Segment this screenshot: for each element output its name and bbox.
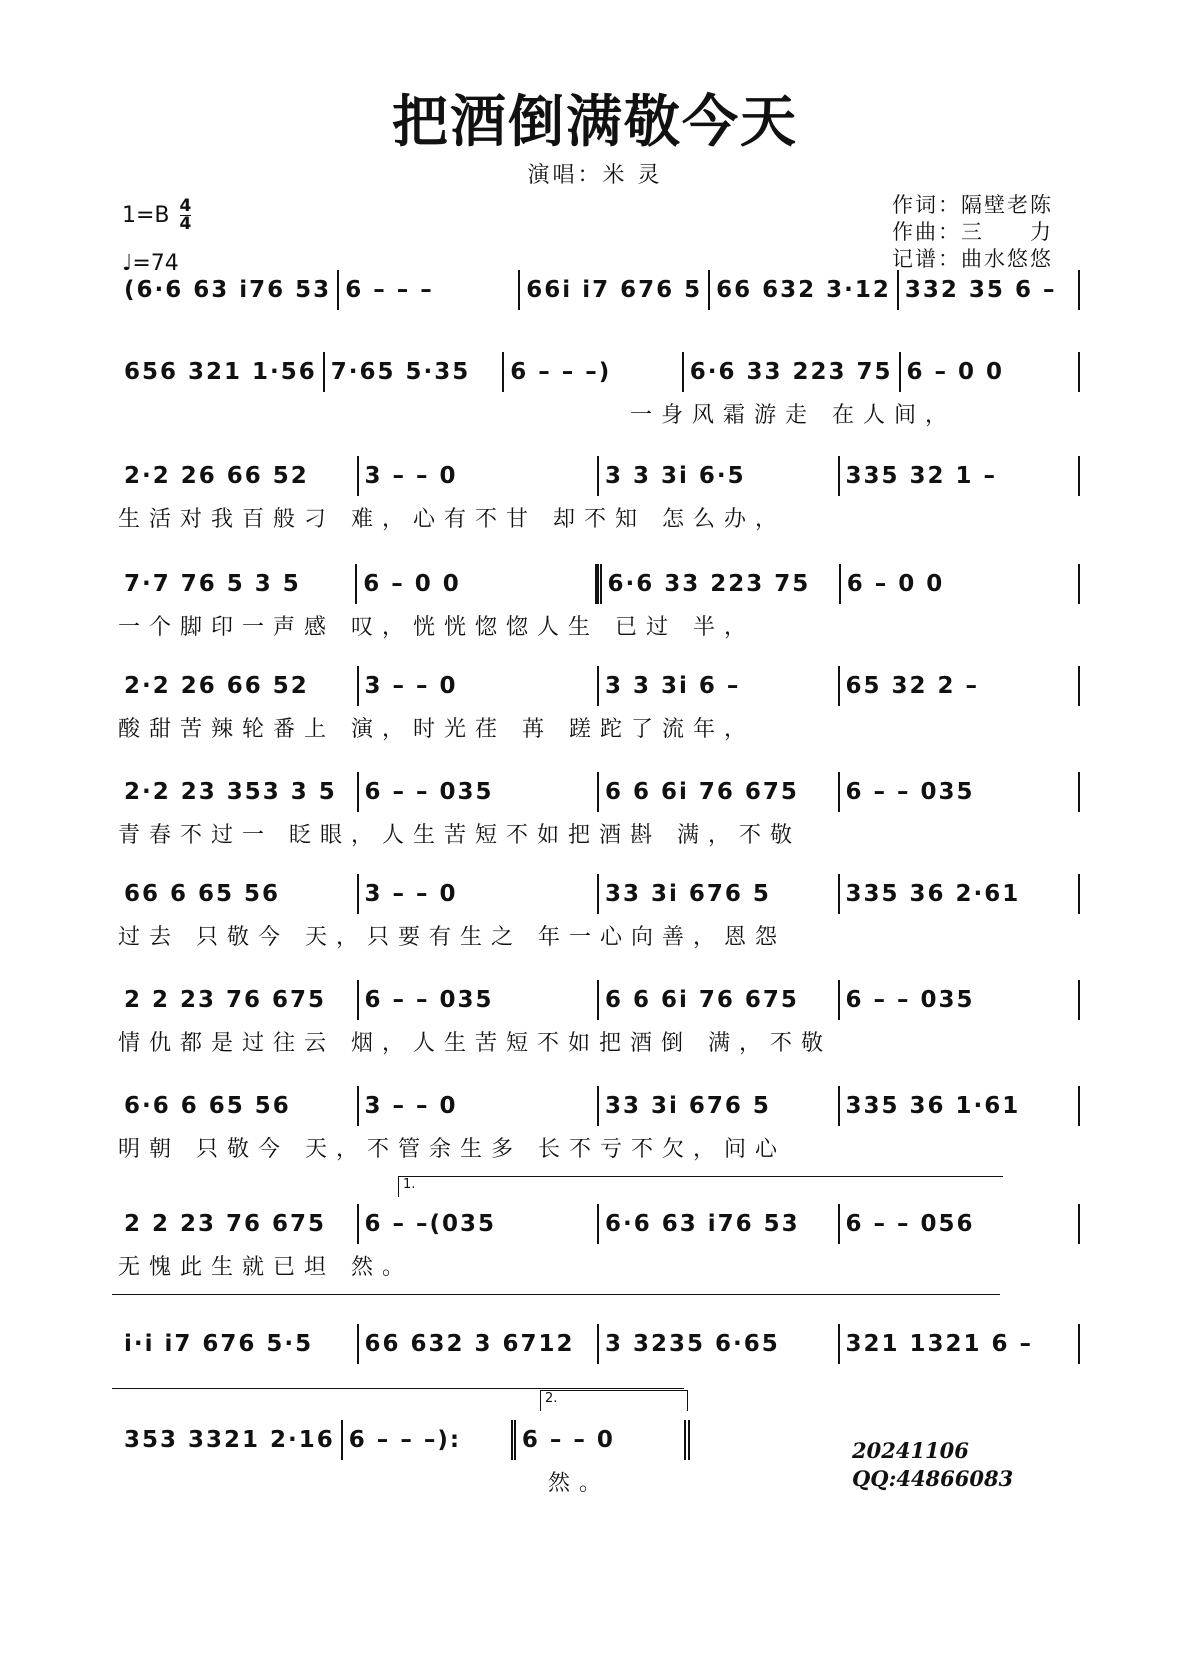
score-system-8	[118, 980, 1080, 1060]
measure: 3 – – 0	[359, 874, 600, 914]
measure: 7·7 76 5 3 5	[118, 564, 357, 604]
key-label: 1=B	[122, 203, 170, 228]
measure: 6 – – –	[339, 270, 520, 310]
song-title: 把酒倒满敬今天	[392, 89, 798, 155]
measure: 6·6 6 65 56	[118, 1086, 359, 1126]
lyrics-line: 一身风霜游走 在人间，	[630, 403, 956, 428]
key-tempo-info	[122, 198, 191, 276]
measure: 66i i7 676 5	[520, 270, 710, 310]
measure: 6·6 33 223 75	[684, 352, 901, 392]
measure: 2 2 23 76 675	[118, 980, 359, 1020]
lyrics-line: 生活对我百般刁 难，心有不甘 却不知 怎么办，	[118, 507, 786, 532]
measure: 3 3235 6·65	[599, 1324, 840, 1364]
qq-contact: QQ:44866083	[852, 1466, 1014, 1491]
notes-line	[118, 666, 1080, 706]
measure: 2·2 23 353 3 5	[118, 772, 359, 812]
score-system-10	[118, 1204, 1080, 1284]
first-ending-line	[112, 1388, 684, 1389]
notes-line	[118, 564, 1080, 604]
measure: 2 2 23 76 675	[118, 1204, 359, 1244]
time-signature	[180, 198, 192, 233]
notes-line	[118, 456, 1080, 496]
measure: 3 – – 0	[359, 1086, 600, 1126]
measure: 6 – – –)	[504, 352, 683, 392]
notes-line	[118, 1204, 1080, 1244]
lyrics-line: 然。	[548, 1471, 611, 1496]
singer-credit: 演唱：米 灵	[527, 163, 663, 188]
measure-repeat-start: 6·6 33 223 75	[597, 564, 841, 604]
lyrics-line: 无愧此生就已坦 然。	[118, 1255, 413, 1280]
measure: 6 – – 035	[359, 980, 600, 1020]
score-system-2	[118, 352, 1080, 432]
score-system-7	[118, 874, 1080, 954]
key-signature	[122, 198, 191, 233]
notes-line	[118, 352, 1080, 392]
measure: 3 – – 0	[359, 456, 600, 496]
tempo-marking: ♩=74	[122, 251, 179, 276]
lyrics-line: 一个脚印一声感 叹，恍恍惚惚人生 已过 半，	[118, 615, 755, 640]
score-system-12	[118, 1420, 690, 1500]
measure: 656 321 1·56	[118, 352, 325, 392]
measure: 66 6 65 56	[118, 874, 359, 914]
measure: 6 6 6i 76 675	[599, 980, 840, 1020]
measure: (6·6 63 i76 53	[118, 270, 339, 310]
measure-repeat-end: 6 – – –):	[343, 1420, 516, 1460]
score-system-3	[118, 456, 1080, 536]
notes-line	[118, 772, 1080, 812]
notes-line	[118, 1420, 690, 1460]
measure: 6 – – 056	[840, 1204, 1081, 1244]
lyrics-line: 青春不过一 眨眼，人生苦短不如把酒斟 满，不敬	[118, 823, 801, 848]
measure: 335 32 1 –	[840, 456, 1081, 496]
measure: 335 36 2·61	[840, 874, 1081, 914]
second-ending-bracket: 2.	[540, 1390, 688, 1411]
measure: 335 36 1·61	[840, 1086, 1081, 1126]
measure: 66 632 3·12	[710, 270, 899, 310]
measure: 3 3 3i 6 –	[599, 666, 840, 706]
measure: 33 3i 676 5	[599, 874, 840, 914]
score-system-9	[118, 1086, 1080, 1166]
notes-line	[118, 270, 1080, 310]
measure: 6·6 63 i76 53	[599, 1204, 840, 1244]
first-ending-line	[112, 1294, 1000, 1295]
score-system-6	[118, 772, 1080, 852]
measure: 3 3 3i 6·5	[599, 456, 840, 496]
measure: 6 – 0 0	[901, 352, 1080, 392]
credits	[892, 192, 1053, 273]
measure: i·i i7 676 5·5	[118, 1324, 359, 1364]
lyricist-credit: 作词：隔壁老陈	[892, 193, 1053, 217]
score-system-1	[118, 270, 1080, 350]
measure: 6 – – 035	[359, 772, 600, 812]
lyrics-line: 酸甜苦辣轮番上 演，时光荏 苒 蹉跎了流年，	[118, 717, 755, 742]
time-denominator: 4	[179, 214, 192, 234]
date-stamp: 20241106	[852, 1438, 969, 1463]
measure: 3 – – 0	[359, 666, 600, 706]
measure: 321 1321 6 –	[840, 1324, 1081, 1364]
notes-line	[118, 874, 1080, 914]
measure: 2·2 26 66 52	[118, 456, 359, 496]
measure: 66 632 3 6712	[359, 1324, 600, 1364]
lyrics-line: 明朝 只敬今 天，不管余生多 长不亏不欠，问心	[118, 1137, 786, 1162]
measure: 6 – 0 0	[841, 564, 1080, 604]
lyrics-line	[118, 316, 1080, 350]
measure: 6 6 6i 76 675	[599, 772, 840, 812]
measure: 353 3321 2·16	[118, 1420, 343, 1460]
notes-line	[118, 1086, 1080, 1126]
measure-final: 6 – – 0	[516, 1420, 690, 1460]
lyrics-line: 过去 只敬今 天，只要有生之 年一心向善，恩怨	[118, 925, 786, 950]
composer-credit: 作曲：三 力	[892, 220, 1053, 244]
score-system-5	[118, 666, 1080, 746]
measure: 33 3i 676 5	[599, 1086, 840, 1126]
measure: 6 – –(035	[359, 1204, 600, 1244]
notes-line	[118, 1324, 1080, 1364]
measure: 7·65 5·35	[325, 352, 504, 392]
measure: 2·2 26 66 52	[118, 666, 359, 706]
transcriber-credit: 记谱：曲水悠悠	[892, 247, 1053, 271]
notes-line	[118, 980, 1080, 1020]
time-numerator: 4	[179, 196, 192, 216]
measure: 6 – 0 0	[357, 564, 596, 604]
lyrics-line: 情仇都是过往云 烟，人生苦短不如把酒倒 满，不敬	[118, 1031, 832, 1056]
measure: 6 – – 035	[840, 772, 1081, 812]
measure: 332 35 6 –	[899, 270, 1080, 310]
measure: 65 32 2 –	[840, 666, 1081, 706]
score-system-4	[118, 564, 1080, 644]
score-system-11	[118, 1324, 1080, 1364]
measure: 6 – – 035	[840, 980, 1081, 1020]
first-ending-bracket: 1.	[398, 1176, 1003, 1197]
